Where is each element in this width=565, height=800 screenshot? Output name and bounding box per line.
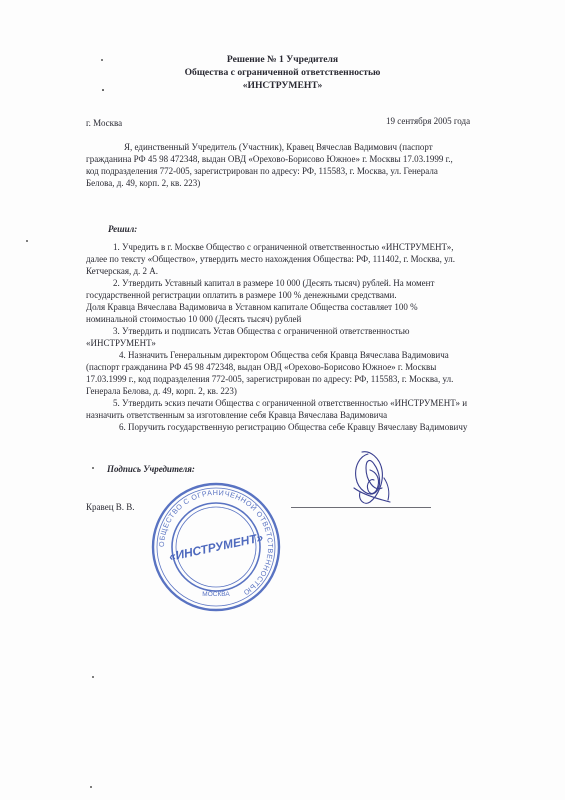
item-2-line-2: государственной регистрации оплатить в размере 100 % денежными средствами. xyxy=(86,290,397,300)
decided-heading: Решил: xyxy=(108,224,138,234)
doc-date: 19 сентября 2005 года xyxy=(386,116,471,126)
item-4-line-3: 17.03.1999 г., код подразделения 772-005, зарегистрирован по адресу: РФ, 115583, г. Москва, ул. xyxy=(86,374,454,384)
item-4-line-1: 4. Назначить Генеральным директором Общества себя Кравца Вячеслава Вадимовича xyxy=(119,350,449,360)
intro-line-3: код подразделения 772-005, зарегистрирован по адресу: РФ, 115583, г. Москва, ул. Генерала xyxy=(86,166,438,176)
doc-title-line1: Решение № 1 Учредителя xyxy=(226,54,339,65)
item-1-line-3: Кетчерская, д. 2 А. xyxy=(86,266,159,276)
handwritten-signature xyxy=(340,448,402,510)
item-2-line-4: номинальной стоимостью 10 000 (Десять тысяч) рублей xyxy=(86,314,302,324)
doc-place: г. Москва xyxy=(86,118,123,128)
item-5-line-1: 5. Утвердить эскиз печати Общества с ограниченной ответственностью «ИНСТРУМЕНТ» и xyxy=(113,398,468,408)
item-2-line-3: Доля Кравца Вячеслава Вадимовича в Уставном капитале Общества составляет 100 % xyxy=(86,302,418,312)
signer-name: Кравец В. В. xyxy=(86,502,135,512)
seal-center-text: «ИНСТРУМЕНТ» xyxy=(167,530,265,564)
doc-title-line2: Общества с ограниченной ответственностью xyxy=(184,67,381,78)
item-1-line-1: 1. Учредить в г. Москве Общество с ограниченной ответственностью «ИНСТРУМЕНТ», xyxy=(113,242,454,252)
seal-bottom-text: МОСКВА xyxy=(202,591,230,598)
item-3-line-2: «ИНСТРУМЕНТ» xyxy=(86,338,156,348)
item-3-line-1: 3. Утвердить и подписать Устав Общества с ограниченной ответственностью xyxy=(113,326,410,336)
intro-line-4: Белова, д. 49, корп. 2, кв. 223) xyxy=(86,178,201,188)
item-2-line-1: 2. Утвердить Уставный капитал в размере 10 000 (Десять тысяч) рублей. На момент xyxy=(113,278,435,288)
company-seal xyxy=(148,480,284,614)
item-5-line-2: назначить ответственным за изготовление себя Кравца Вячеслава Вадимовича xyxy=(86,410,388,420)
intro-line-1: Я, единственный Учредитель (Участник), Кравец Вячеслав Вадимович (паспорт xyxy=(124,142,433,152)
item-1-line-2: далее по тексту «Общество», утвердить место нахождения Общества: РФ, 111402, г. Москва, ул. xyxy=(86,254,455,264)
intro-line-2: гражданина РФ 45 98 472348, выдан ОВД «Орехово-Борисово Южное» г. Москвы 17.03.1999 г., xyxy=(86,154,453,164)
item-6-line-1: 6. Поручить государственную регистрацию Общества себе Кравцу Вячеславу Вадимовичу xyxy=(119,422,468,432)
signature-label: Подпись Учредителя: xyxy=(107,464,195,474)
item-4-line-2: (паспорт гражданина РФ 45 98 472348, выдан ОВД «Орехово-Борисово Южное» г. Москвы xyxy=(86,362,437,372)
doc-title-line3: «ИНСТРУМЕНТ» xyxy=(242,80,323,91)
item-4-line-4: Генерала Белова, д. 49, корп. 2, кв. 223) xyxy=(86,386,237,396)
seal-ring-text: ОБЩЕСТВО С ОГРАНИЧЕННОЙ ОТВЕТСТВЕННОСТЬЮ xyxy=(156,487,276,598)
